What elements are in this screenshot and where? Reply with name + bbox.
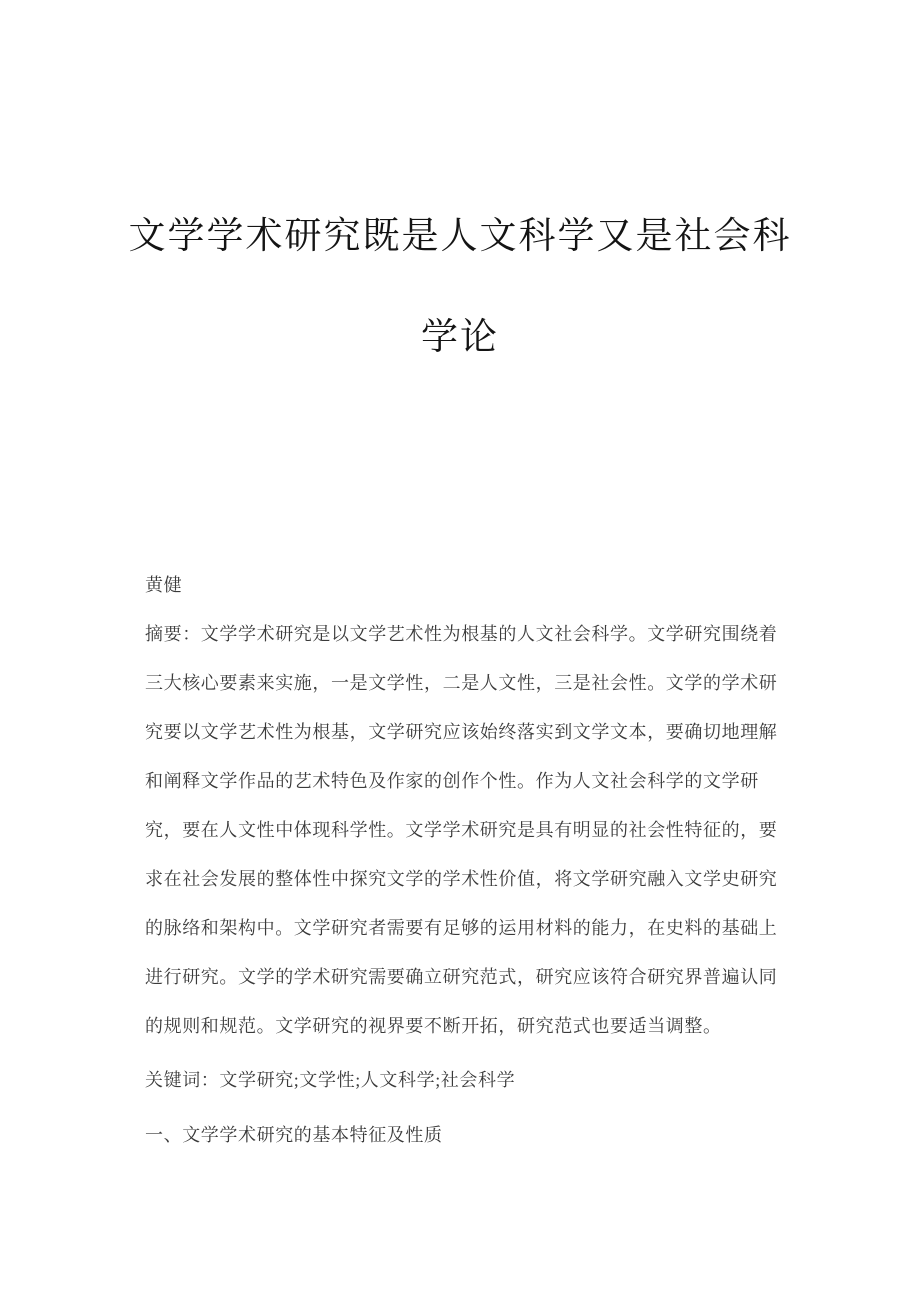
abstract-line: 究要以文学艺术性为根基，文学研究应该始终落实到文学文本，要确切地理解 [145,722,778,742]
page-title-line-1: 文学学术研究既是人文科学又是社会科 [128,216,792,257]
abstract-line: 的规则和规范。文学研究的视界要不断开拓，研究范式也要适当调整。 [145,1016,722,1036]
section-heading: 一、文学学术研究的基本特征及性质 [145,1125,443,1145]
page-title-line-2: 学论 [421,317,499,358]
abstract-line: 和阐释文学作品的艺术特色及作家的创作个性。作为人文社会科学的文学研 [145,771,759,791]
abstract-line: 摘要：文学学术研究是以文学艺术性为根基的人文社会科学。文学研究围绕着 [145,624,778,644]
abstract-line: 进行研究。文学的学术研究需要确立研究范式，研究应该符合研究界普遍认同 [145,967,778,987]
author: 黄健 [145,575,183,595]
abstract-line: 求在社会发展的整体性中探究文学的学术性价值，将文学研究融入文学史研究 [145,869,778,889]
document-body [145,561,782,1160]
abstract-line: 的脉络和架构中。文学研究者需要有足够的运用材料的能力，在史料的基础上 [145,918,778,938]
page-title [60,186,860,388]
keywords: 关键词：文学研究;文学性;人文科学;社会科学 [145,1070,516,1090]
abstract-line: 三大核心要素来实施，一是文学性，二是人文性，三是社会性。文学的学术研 [145,673,778,693]
abstract-line: 究，要在人文性中体现科学性。文学学术研究是具有明显的社会性特征的，要 [145,820,778,840]
